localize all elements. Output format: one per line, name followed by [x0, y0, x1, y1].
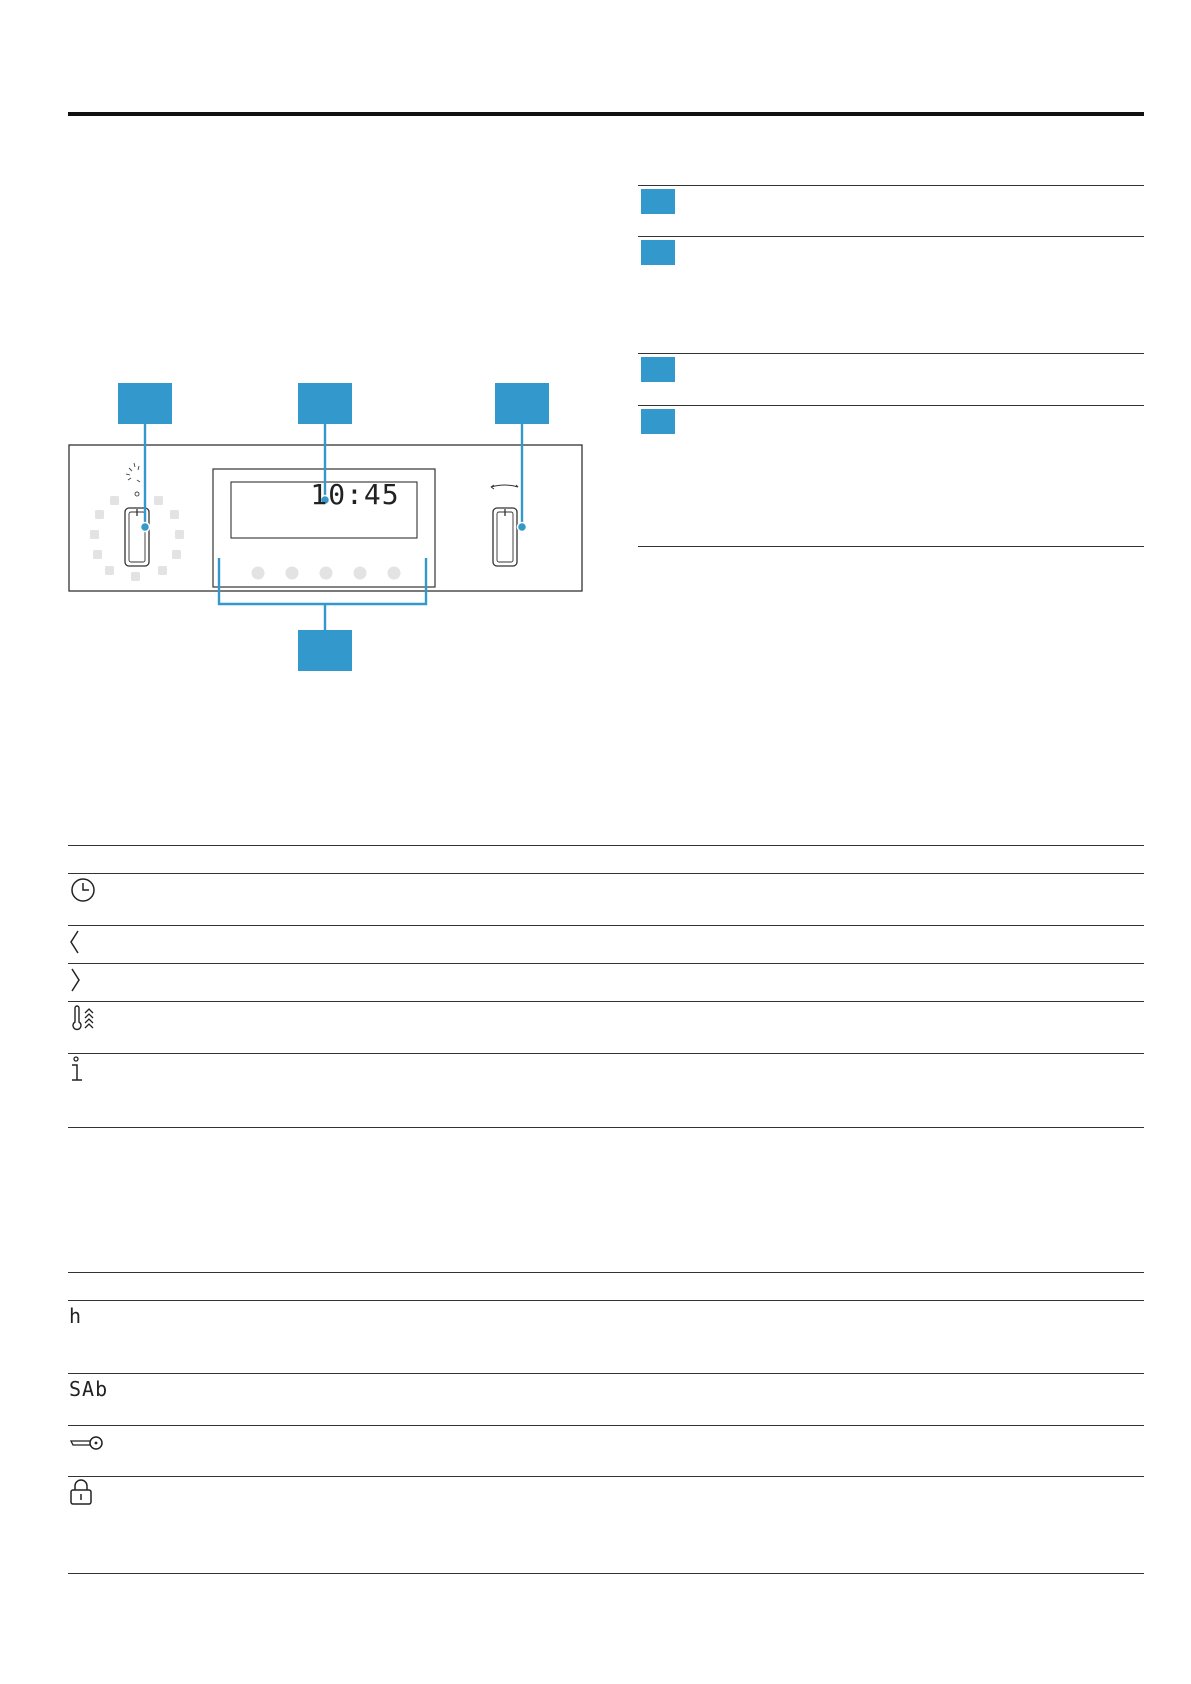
legend-rule [638, 405, 1144, 406]
table-row-rule [68, 1053, 1144, 1054]
legend-rule [638, 546, 1144, 547]
callout-badge-2 [298, 383, 352, 424]
chevron-left-icon [68, 929, 84, 955]
legend-badge-2 [641, 240, 675, 265]
rapid-heat-icon [69, 1005, 99, 1033]
table-header-rule [68, 845, 1144, 846]
table-row-rule [68, 1425, 1144, 1426]
info-icon [68, 1056, 86, 1084]
table-row-rule [68, 925, 1144, 926]
table-header-rule [68, 873, 1144, 874]
table-bottom-rule [68, 1127, 1144, 1128]
control-panel-illustration [60, 370, 600, 680]
table-row-rule [68, 1476, 1144, 1477]
lock-icon [69, 1478, 93, 1506]
light-icon [126, 463, 140, 482]
page-top-rule [68, 112, 1144, 116]
table-header-rule [68, 1300, 1144, 1301]
sabbath-segment-icon: SAb [69, 1377, 109, 1401]
callout-badge-4 [298, 630, 352, 671]
display-time: 10:45 [310, 478, 400, 511]
h-segment-icon: h [69, 1304, 83, 1328]
table-header-rule [68, 1272, 1144, 1273]
callout-lines [145, 424, 522, 630]
legend-rule [638, 185, 1144, 186]
touch-buttons [252, 567, 401, 580]
table-row-rule [68, 963, 1144, 964]
table-row-rule [68, 1373, 1144, 1374]
legend-badge-1 [641, 189, 675, 214]
chevron-right-icon [68, 967, 84, 993]
table-bottom-rule [68, 1573, 1144, 1574]
clock-icon [70, 877, 96, 903]
callout-badge-3 [495, 383, 549, 424]
rotate-arrow-icon [491, 485, 518, 489]
key-icon [69, 1433, 105, 1453]
legend-badge-3 [641, 357, 675, 382]
off-position-icon [135, 492, 139, 496]
legend-rule [638, 353, 1144, 354]
callout-badge-1 [118, 383, 172, 424]
legend-badge-4 [641, 409, 675, 434]
table-row-rule [68, 1001, 1144, 1002]
legend-rule [638, 236, 1144, 237]
